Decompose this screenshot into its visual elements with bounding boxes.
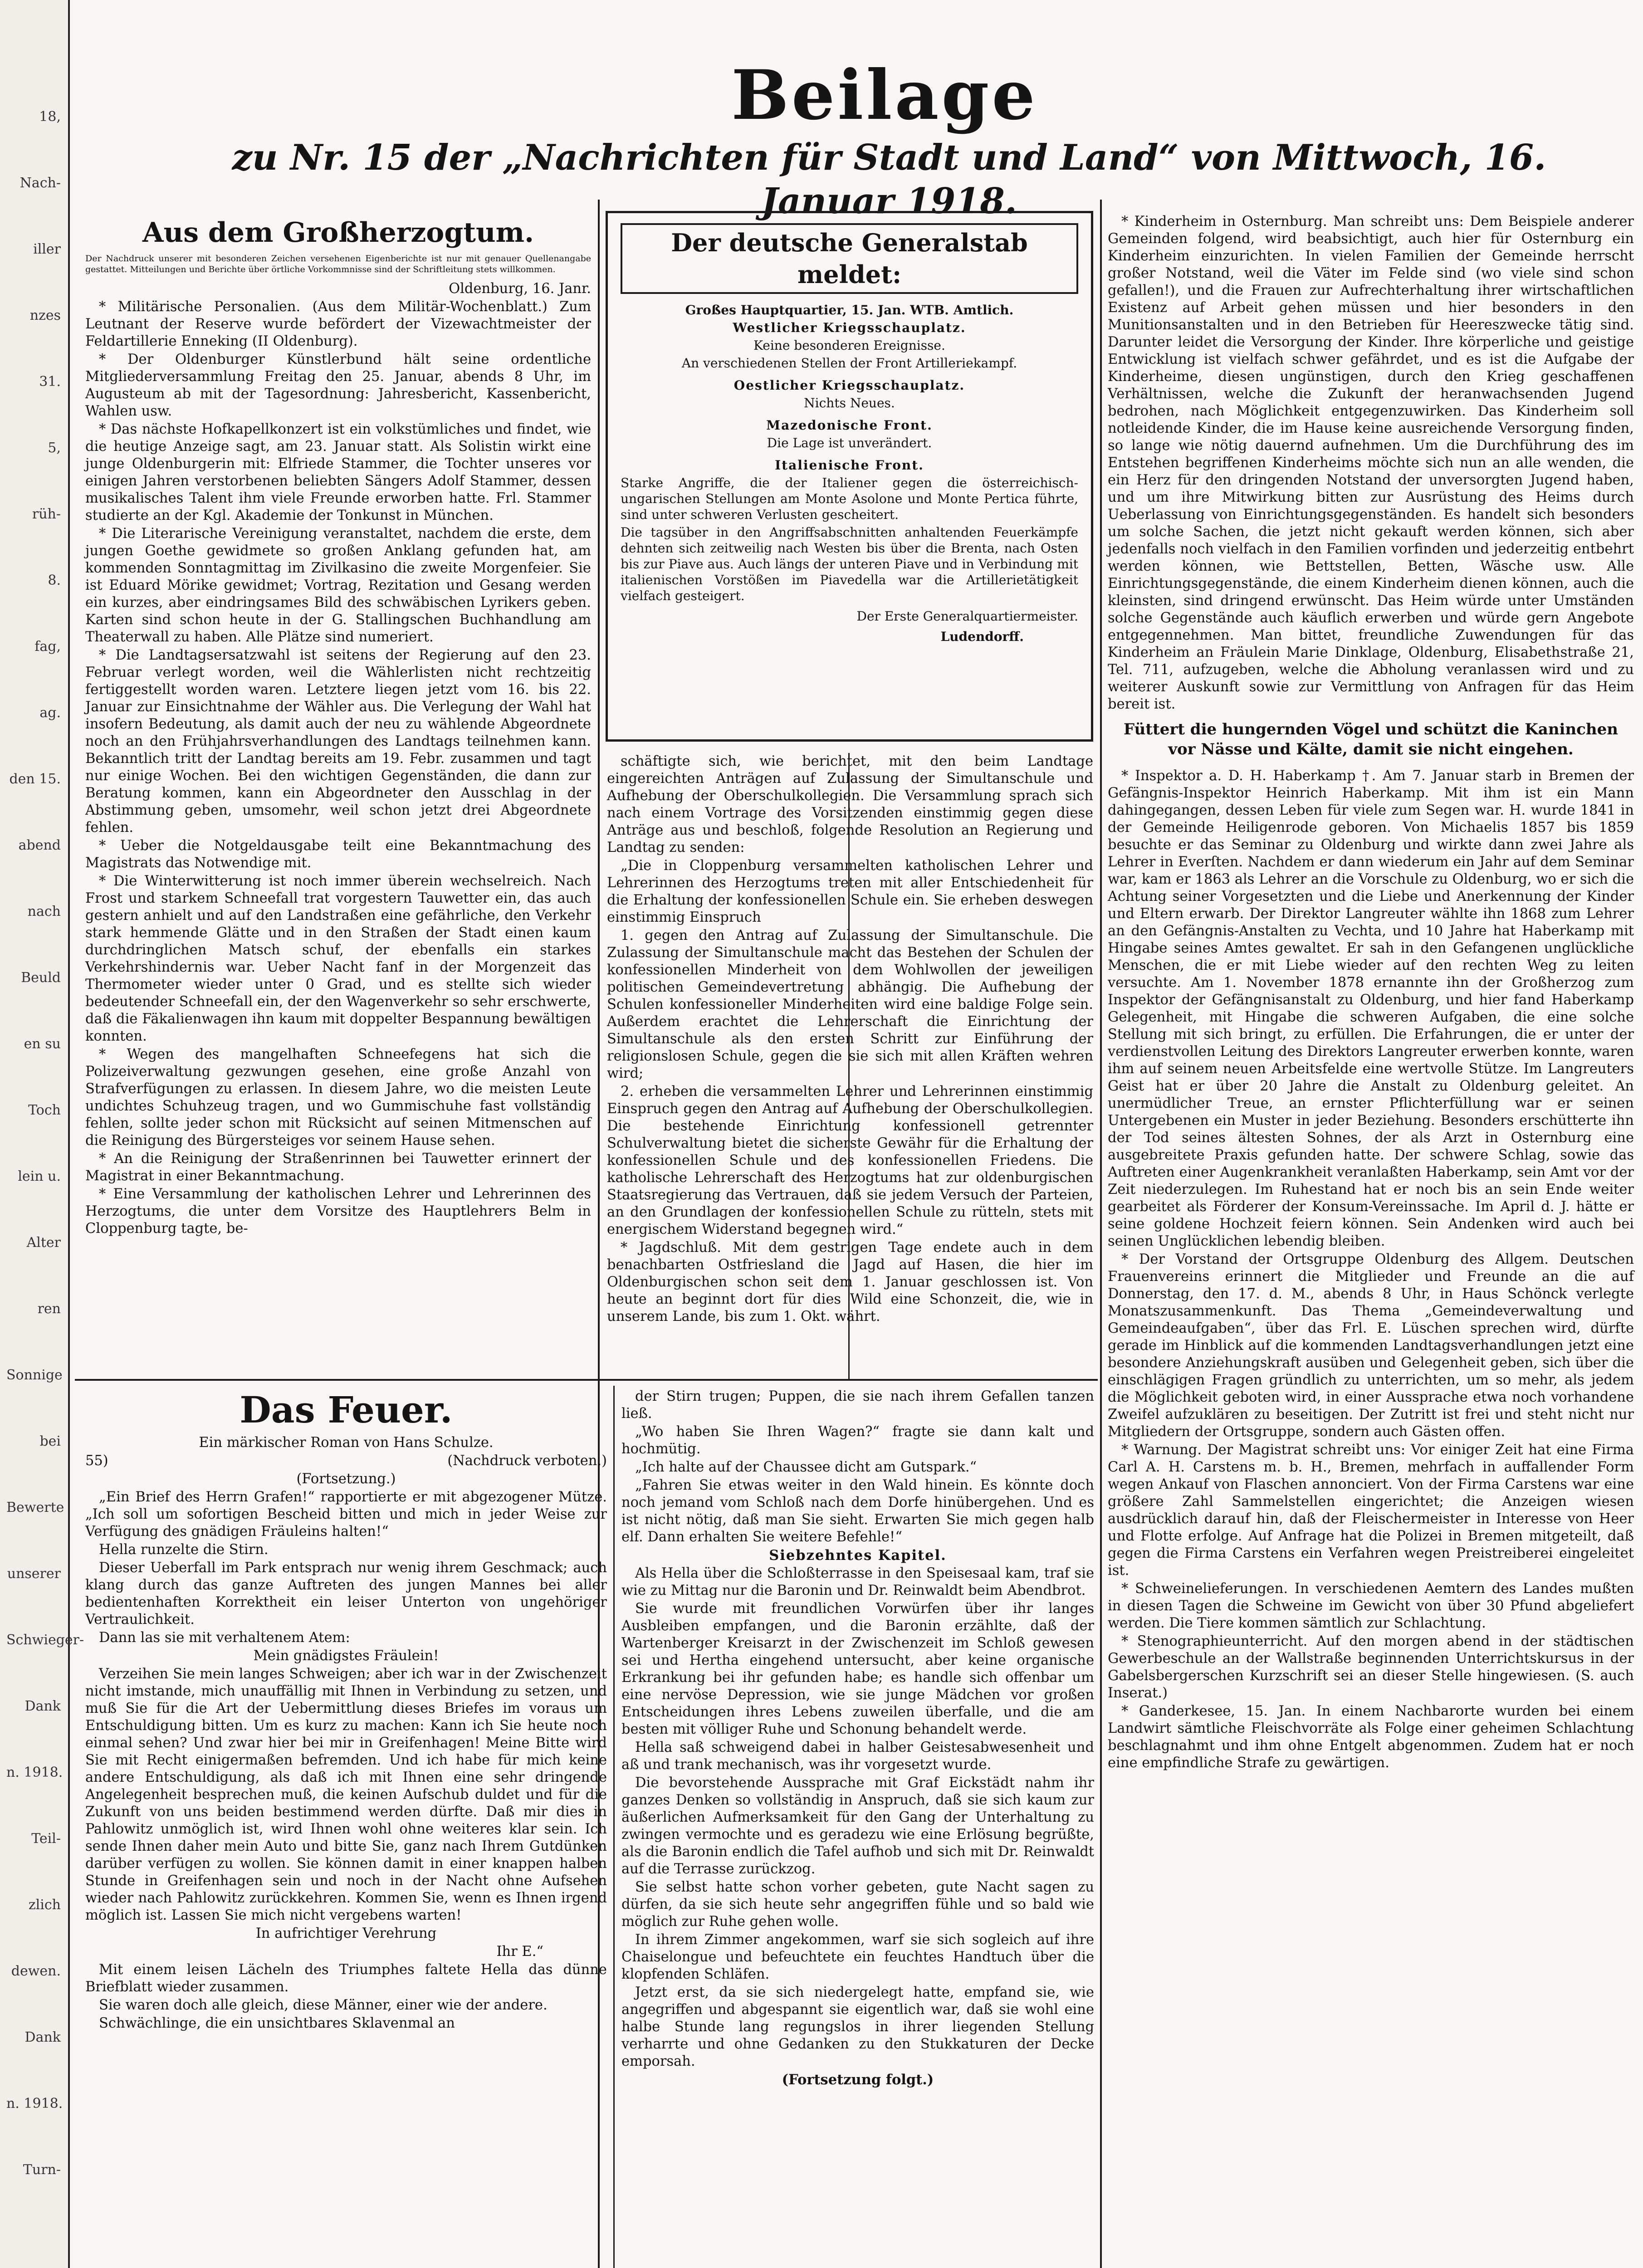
edge-fragment: Alter — [26, 1235, 61, 1251]
news-item: * Schweinelieferungen. In verschiedenen Aemtern des Landes mußten in diesen Tagen die Schweine im Gewicht von über 30 Pfund abgeliefert werden. Die Tiere kommen sämtlich zur Schlachtung. — [1108, 1581, 1634, 1631]
news-item: * Inspektor a. D. H. Haberkamp †. Am 7. Januar starb in Bremen der Gefängnis-Inspektor Heinrich Haberkamp. Mit ihm ist ein Mann dahingegangen, dessen Leben für viele zum Segen war. H. wurde 1841 in der Gemeinde Heiligenrode geboren. Von Michaelis 1857 bis 1859 besuchte er das Seminar zu Oldenburg und wirkte dann zwei Jahre als Lehrer in Everſten. Nachdem er dann wiederum ein Jahr auf dem Seminar war, kam er 1863 als Lehrer an die Vorschule zu Oldenburg, wo er sich die Achtung seiner Vorgesetzten und die Liebe und Anerkennung der Kinder und Eltern erwarb. Der Direktor Langreuter wählte ihn 1868 zum Lehrer an den Gefängnis-Anstalten zu Vechta, und 10 Jahre hat Haberkamp mit Hingabe seines Amtes gewaltet. Er sah in den Gefangenen unglückliche Menschen, die er mit Liebe wieder auf den rechten Weg zu leiten versuchte. Am 1. November 1878 ernannte ihn der Großherzog zum Inspektor der Gefängnisanstalt zu Oldenburg, und hier fand Haberkamp Gelegenheit, mit Hingabe die schweren Aufgaben, die eine solche Stellung mit sich bringt, zu erfüllen. Die Erfahrungen, die er unter der verdienstvollen Leitung des Direktors Langreuter erwerben konnte, waren ihm auf seinem neuen Arbeitsfelde eine wertvolle Stütze. Im Langreuters Geist hat er über 20 Jahre die Anstalt zu Oldenburg geleitet. An unermüdlicher Treue, an ernster Pflichterfüllung war er seinen Untergebenen ein Muster in jeder Beziehung. Besonders erschütterte ihn der Tod seines ältesten Sohnes, der als Arzt in Osternburg eine ausgebreitete Praxis gefunden hatte. Der schwere Schlag, sowie das Auftreten einer Augenkrankheit veranlaßten Haberkamp, sein Amt vor der Zeit niederzulegen. Im Ruhestand hat er noch bis an sein Ende weiter gearbeitet als Förderer der Konsum-Vereinssache. Im April d. J. hätte er seine goldene Hochzeit feiern können. Sein Andenken wird auch bei seinen Unglücklichen lebendig bleiben. — [1108, 768, 1634, 1249]
edge-fragment: Turn- — [23, 2162, 61, 2178]
grand-duchy-news-title: Aus dem Großherzogtum. — [142, 217, 534, 249]
teachers-resolution-column — [607, 753, 1093, 1374]
resolution-paragraph: 1. gegen den Antrag auf Zulassung der Simultanschule. Die Zulassung der Simultanschule macht das Bestehen der Schulen der konfessionellen Minderheit von dem Wohlwollen der jeweiligen politischen Gemeindevertretung abhängig. Die Aufhebung der Schulen konfessioneller Minderheiten wird eine baldige Folge sein. Außerdem erachtet die Lehrerschaft die Einrichtung der Simultanschule als den ersten Schritt zur Einführung der religionslosen Schule, gegen die sie sich mit allen Kräften wehren wird; — [607, 928, 1093, 1081]
dateline: Oldenburg, 16. Janr. — [449, 281, 591, 297]
edge-fragment: Teil- — [31, 1831, 61, 1847]
news-item: * An die Reinigung der Straßenrinnen bei Tauwetter erinnert der Magistrat in einer Bekanntmachung. — [85, 1151, 591, 1184]
edge-fragment: unserer — [7, 1566, 61, 1582]
resolution-paragraph: schäftigte sich, wie berichtet, mit den beim Landtage eingereichten Anträgen auf Zulassung der Simultanschule und Aufhebung der Oberschulkollegien. Die Versammlung sprach sich nach einem Vortrage des Vorsitzenden einstimmig gegen diese Anträge aus und beschloß, folgende Resolution an Regierung und Landtag zu senden: — [607, 753, 1093, 855]
novel-paragraph: „Ich halte auf der Chaussee dicht am Gutspark.“ — [635, 1459, 977, 1475]
novel-chapter-heading: Siebzehntes Kapitel. — [769, 1547, 947, 1564]
eastern-front-heading: Oestlicher Kriegsschauplatz. — [733, 378, 965, 393]
letter-body: Verzeihen Sie mein langes Schweigen; aber ich war in der Zwischenzeit nicht imstande, mich unauffällig mit Ihnen in Verbindung zu setzen, und muß Sie für die Art der Uebermittlung dieses Briefes im voraus um Entschuldigung bitten. Um es kurz zu machen: Kann ich Sie heute noch einmal sehen? Und zwar hier bei mir in Greifenhagen! Meine Bitte wird Sie mit Recht einigermaßen befremden. Und ich habe für mich keine andere Entschuldigung, als daß ich mit Ihnen eine sehr dringende Angelegenheit besprechen muß, die keinen Aufschub duldet und für die Zukunft von uns beiden bestimmend werden dürfte. Daß mir dies in Pahlowitz unmöglich ist, wird Ihnen wohl ohne weiteres klar sein. Ich sende Ihnen daher mein Auto und bitte Sie, ganz nach Ihrem Gutdünken darüber verfügen zu wollen. Sie können damit in einer knappen halben Stunde in Greifenhagen sein und noch in der Nacht ohne Aufsehen wieder nach Pahlowitz zurückkehren. Kommen Sie, wenn es Ihnen irgend möglich ist. Lassen Sie mich nicht vergebens warten! — [85, 1666, 607, 1923]
edge-fragment: fag, — [34, 639, 61, 655]
novel-paragraphs-c — [621, 1388, 1094, 1546]
grand-duchy-news-paragraphs — [85, 298, 591, 1237]
novel-subtitle: Ein märkischer Roman von Hans Schulze. — [199, 1435, 494, 1451]
novel-paragraphs-a — [85, 1489, 607, 1647]
resolution-paragraph: „Die in Cloppenburg versammelten katholischen Lehrer und Lehrerinnen des Herzogtums treten mit aller Entschiedenheit für die Erhaltung der konfessionellen Schule ein. Sie erheben deswegen einstimmig Einspruch — [607, 858, 1093, 925]
edge-fragment: 18, — [39, 109, 61, 125]
edge-fragment: Schwieger- — [6, 1632, 84, 1648]
news-item: * Ueber die Notgeldausgabe teilt eine Bekanntmachung des Magistrats das Notwendige mit. — [85, 838, 591, 871]
adjacent-page-fragments — [6, 109, 84, 2268]
edge-fragment: Dank — [24, 2029, 61, 2045]
news-item: * Der Vorstand der Ortsgruppe Oldenburg des Allgem. Deutschen Frauenvereins erinnert die Mitglieder und Freunde an die auf Donnerstag, den 17. d. M., abends 8 Uhr, in Haus Schönck verlegte Monatszusammenkunft. Das Thema „Gemeindeverwaltung und Gemeindeaufgaben“, über das Frl. E. Lüschen sprechen wird, dürfte gerade im Hinblick auf die kommenden Landtagsverhandlungen jetzt eine besondere Anziehungskraft ausüben und Gelegenheit geben, sich über die einschlägigen Fragen gründlich zu unterrichten, um so mehr, als jedem die Möglichkeit geboten wird, in einer Aussprache etwa noch vorhandene Zweifel aufzuklären zu beseitigen. Der Zutritt ist frei und steht nicht nur Mitgliedern der Ortsgruppe, sondern auch Gästen offen. — [1108, 1251, 1634, 1440]
news-item: * Militärische Personalien. (Aus dem Militär-Wochenblatt.) Zum Leutnant der Reserve wurde befördert der Vizewachtmeister der Feldartillerie Enneking (II Oldenburg). — [85, 299, 591, 349]
novel-paragraph: Dann las sie mit verhaltenem Atem: — [99, 1630, 350, 1646]
edge-fragment: zlich — [28, 1897, 61, 1913]
edge-fragment: 8. — [48, 572, 61, 588]
column-rule-3 — [1100, 200, 1102, 2268]
letter-closing: In aufrichtiger Verehrung — [255, 1926, 437, 1941]
edge-fragment: nach — [27, 904, 61, 919]
novel-paragraph: „Ein Brief des Herrn Grafen!“ rapportierte er mit abgezogener Mütze. „Ich soll um sofortigen Bescheid bitten und mich in jeder Weise zur Verfügung des gnädigen Fräuleins halten!“ — [85, 1489, 607, 1540]
news-item: * Die Landtagsersatzwahl ist seitens der Regierung auf den 23. Februar verlegt worden, weil die Wählerlisten nicht rechtzeitig fertiggestellt worden waren. Letztere liegen jetzt vom 16. bis 22. Januar zur Einsichtnahme der Wähler aus. Die Verlegung der Wahl hat insofern Bedeutung, als damit auch der neu zu wählende Abgeordnete noch an den Frühjahrsverhandlungen des Landtags teilnehmen kann. Bekanntlich tritt der Landtag bereits am 19. Febr. zusammen und tagt nur einige Wochen. Bei den wichtigen Gegenständen, die dann zur Beratung kommen, kann ein Abgeordneter den Ausschlag in der Abstimmung geben, umsomehr, weil schon jetzt drei Abgeordnete fehlen. — [85, 647, 591, 836]
news-item: * Stenographieunterricht. Auf den morgen abend in der städtischen Gewerbeschule an der Wallstraße beginnenden Unterrichtskursus in der Gabelsbergerschen Kurzschrift sei an dieser Stelle hingewiesen. (S. auch Inserat.) — [1108, 1633, 1634, 1701]
western-front-line-2: An verschiedenen Stellen der Front Artilleriekampf. — [681, 356, 1017, 371]
letter-salutation: Mein gnädigstes Fräulein! — [253, 1648, 439, 1664]
edge-fragment: nzes — [29, 308, 61, 323]
novel-paragraph: „Fahren Sie etwas weiter in den Wald hinein. Es könnte doch noch jemand vom Schloß nach dem Dorfe hinübergehen. Und es ist nicht nötig, daß man Sie sieht. Erwarten Sie mich gegen halb elf. Dann erhalten Sie weitere Befehle!“ — [621, 1477, 1094, 1545]
bulletin-title: Der deutsche Generalstab meldet: — [621, 223, 1078, 294]
macedonian-front-text: Die Lage ist unverändert. — [767, 435, 932, 450]
novel-paragraph: Sie waren doch alle gleich, diese Männer, einer wie der andere. — [99, 1997, 548, 2013]
edge-fragment: iller — [33, 241, 61, 257]
italian-front-text: Starke Angriffe, die der Italiener gegen die österreichisch-ungarischen Stellungen am Monte Asolone und Monte Pertica führte, sind unter schweren Verlusten gescheitert. — [621, 475, 1078, 522]
novel-paragraph: Die bevorstehende Aussprache mit Graf Eickstädt nahm ihr ganzes Denken so vollständig in Anspruch, daß sie sich kaum zur äußerlichen Aufmerksamkeit für den Gang der Unterhaltung zu zwingen vermochte und es geradezu wie eine Erlösung begrüßte, als die Baronin endlich die Tafel aufhob und sich mit Dr. Reinwaldt auf die Terrasse zurückzog. — [621, 1775, 1094, 1877]
novel-title: Das Feuer. — [240, 1388, 453, 1431]
news-item: * Der Oldenburger Künstlerbund hält seine ordentliche Mitgliederversammlung Freitag den 25. Januar, abends 8 Uhr, im Augusteum ab mit der Tagesordnung: Jahresbericht, Kassenbericht, Wahlen usw. — [85, 352, 591, 419]
eastern-front-text: Nichts Neues. — [804, 396, 895, 411]
reprint-notice: Der Nachdruck unserer mit besonderen Zeichen versehenen Eigenberichte ist nur mit genauer Quellenangabe gestattet. Mitteilungen und Berichte über örtliche Vorkommnisse sind der Schriftleitung stets willkommen. — [85, 254, 591, 274]
news-item: * Das nächste Hofkapellkonzert ist ein volkstümliches und findet, wie die heutige Anzeige sagt, am 23. Januar statt. Als Solistin wirkt eine junge Oldenburgerin mit: Elfriede Stammer, die Tochter unseres vor einigen Jahren verstorbenen beliebten Sängers Adolf Stammer, dessen musikalisches Talent ihm viele Freunde erworben hatte. Frl. Stammer studierte an der Kgl. Akademie der Tonkunst in München. — [85, 421, 591, 523]
news-item: * Die Winterwitterung ist noch immer überein wechselreich. Nach Frost und starkem Schneefall trat vorgestern Tauwetter ein, das auch gestern anhielt und auf den Landstraßen eine gefährliche, den Verkehr stark hemmende Glätte und in den Straßen der Stadt einen kaum durchdringlichen Matsch schuf, der ebenfalls ein starkes Verkehrshindernis war. Ueber Nacht fanf in der Morgenzeit das Thermometer wieder unter 0 Grad, und es stellte sich wieder bedeutender Schneefall ein, der den Wagenverkehr so sehr erschwerte, daß die Fäkalienwagen ihn kaum mit doppelter Bespannung bewältigen konnten. — [85, 873, 591, 1044]
novel-column-right — [621, 1388, 1094, 2268]
novel-paragraph: Hella runzelte die Stirn. — [99, 1542, 269, 1558]
edge-fragment: den 15. — [9, 771, 61, 787]
news-item: * Wegen des mangelhaften Schneefegens hat sich die Polizeiverwaltung gezwungen gesehen, eine große Anzahl von Strafverfügungen zu erlassen. In diesem Jahre, wo die meisten Leute undichtes Schuhzeug tragen, und wo Gummischuhe fast vollständig fehlen, sollte jeder schon mit Rücksicht auf seinen Mitmenschen auf die Reinigung des Bürgersteiges vor seinem Hause sehen. — [85, 1046, 591, 1149]
novel-paragraph: Mit einem leisen Lächeln des Triumphes faltete Hella das dünne Briefblatt wieder zusammen. — [85, 1962, 607, 1995]
edge-fragment: ag. — [39, 705, 61, 721]
news-item: * Die Literarische Vereinigung veranstaltet, nachdem die erste, dem jungen Goethe gewidmete so großen Anklang gefunden hat, am kommenden Sonntagmittag im Zivilkasino die zweite Morgenfeier. Sie ist Eduard Mörike gewidmet; Vortrag, Rezitation und Gesang werden ein kurzes, aber eindringsames Bild des schwäbischen Lyrikers geben. Karten sind schon heute in der G. Stallingschen Buchhandlung am Theaterwall zu haben. Alle Plätze sind numeriert. — [85, 526, 591, 645]
novel-paragraph: Hella saß schweigend dabei in halber Geistesabwesenheit und aß und trank mechanisch, was ihr vorgesetzt wurde. — [621, 1740, 1094, 1773]
novel-column-left — [85, 1388, 607, 2268]
news-item: * Eine Versammlung der katholischen Lehrer und Lehrerinnen des Herzogtums, die unter dem Vorsitze des Hauptlehrers Belm in Cloppenburg tagte, be- — [85, 1186, 591, 1237]
edge-fragment: Dank — [24, 1698, 61, 1714]
edge-fragment: Bewerte — [6, 1500, 64, 1515]
novel-continuation: (Fortsetzung.) — [296, 1471, 396, 1487]
edge-fragment: dewen. — [11, 1963, 61, 1979]
grand-duchy-news-column — [85, 213, 591, 1374]
novel-paragraph: Jetzt erst, da sie sich niedergelegt hatte, empfand sie, wie angegriffen und abgespannt sie eigentlich war, daß sie wohl eine halbe Stunde lang regungslos in ihrer liegenden Stellung verharrte und ohne Gedanken zu den Stukkaturen der Decke emporsah. — [621, 1984, 1094, 2069]
news-item: * Warnung. Der Magistrat schreibt uns: Vor einiger Zeit hat eine Firma Carl A. H. Carstens m. b. H., Bremen, mehrfach in auffallender Form wegen Ankauf von Flaschen annonciert. Von der Firma Carstens war eine größere Zahl Sammelstellen eingerichtet; die Anzeigen wiesen ausdrücklich darauf hin, daß der Fleischermeister in Interesse von Heer und Flotte erfolge. Auf Anfrage hat die Polizei in Bremen mitgeteilt, daß gegen die Firma Carstens ein Verfahren wegen Preistreiberei eingeleitet ist. — [1108, 1442, 1634, 1579]
bulletin-signature-title: Der Erste Generalquartiermeister. — [856, 609, 1078, 624]
novel-installment-number: 55) — [85, 1453, 108, 1469]
local-news-paragraphs-a — [1108, 213, 1634, 713]
novel-paragraph: Dieser Ueberfall im Park entsprach nur wenig ihrem Geschmack; auch klang durch das ganze Auftreten des jungen Mannes bei aller bedientenhaften Korrektheit ein leiser Unterton von ungehöriger Vertraulichkeit. — [85, 1560, 607, 1628]
local-news-column — [1108, 213, 1634, 2268]
bulletin-signature-name: Ludendorff. — [940, 629, 1024, 644]
edge-fragment: n. 1918. — [6, 2096, 63, 2112]
novel-paragraph: Sie selbst hatte schon vorher gebeten, gute Nacht sagen zu dürfen, da sie sich heute sehr angegriffen fühle und so bald wie möglich zur Ruhe gehen wolle. — [621, 1879, 1094, 1930]
supplement-title: Beilage — [731, 55, 1038, 135]
edge-fragment: abend — [18, 837, 61, 853]
resolution-paragraph: * Jagdschluß. Mit dem gestrigen Tage endete auch in dem benachbarten Ostfriesland die Jagd auf Hasen, die hier im Oldenburgischen schon seit dem 1. Januar geschlossen ist. Von heute an beginnt dort für dies Wild eine Schonzeit, die, wie in unserem Lande, bis zum 1. Okt. währt. — [607, 1240, 1093, 1325]
novel-paragraph: In ihrem Zimmer angekommen, warf sie sich sogleich auf ihre Chaiselongue und befeuchtete ein feuchtes Handtuch über die klopfenden Schläfen. — [621, 1932, 1094, 1982]
edge-fragment: Nach- — [20, 175, 61, 191]
novel-reprint-notice: (Nachdruck verboten.) — [447, 1453, 607, 1469]
novel-paragraph: Sie wurde mit freundlichen Vorwürfen über ihr langes Ausbleiben empfangen, und die Baronin erzählte, daß der Wartenberger Kreisarzt in der Zwischenzeit im Schloß gewesen sei und Hertha eingehend untersucht, aber keine organische Erkrankung bei ihr gefunden habe; es handle sich offenbar um eine nervöse Depression, wie sie junge Mädchen vor großen Entscheidungen ihres Lebens zuweilen überfalle, und die am besten mit völliger Ruhe und Schonung behandelt werde. — [621, 1601, 1094, 1737]
edge-fragment: bei — [39, 1433, 61, 1449]
italian-front-text-2: Die tagsüber in den Angriffsabschnitten anhaltenden Feuerkämpfe dehnten sich zeitweilig nach Westen bis über die Brenta, nach Osten bis zur Piave aus. Auch längs der unteren Piave und in Verbindung mit italienischen Vorstößen im Piavedella war die Artillerietätigkeit vielfach gesteigert. — [621, 525, 1078, 603]
local-news-paragraphs-b — [1108, 767, 1634, 1772]
edge-fragment: Toch — [28, 1102, 61, 1118]
novel-paragraph: Schwächlinge, die ein unsichtbares Sklavenmal an — [99, 2015, 455, 2031]
news-item: * Kinderheim in Osternburg. Man schreibt uns: Dem Beispiele anderer Gemeinden folgend, wird beabsichtigt, auch hier für Osternburg ein Kinderheim einzurichten. In vielen Familien der Gemeinde herrscht großer Notstand, weil die Väter im Felde sind (wo viele sind schon gefallen!), und die Frauen zur Aufrechterhaltung ihrer wirtschaftlichen Existenz auf Arbeit gehen müssen und hier besonders in den Munitionsanstalten und in den Betrieben für Heereszwecke tätig sind. Darunter leidet die Versorgung der Kinder. Ihre körperliche und geistige Entwicklung ist vielfach schwer gefährdet, und es ist die Aufgabe der Kinderheime, diesen ungünstigen, durch den Krieg geschaffenen Verhältnissen, welche die Zukunft der heranwachsenden Jugend bedrohen, nach Möglichkeit entgegenzuwirken. Das Kinderheim soll notleidende Kinder, die im Hause keine ausreichende Versorgung finden, so lange wie nötig dauernd aufnehmen. Um die Durchführung des im Entstehen begriffenen Kinderheims möchte sich nun an alle wenden, die ein Herz für den dringenden Notstand der unversorgten Jugend haben, und um ihre Mitwirkung bitten zur Ausrüstung des Heims durch Ueberlassung von Einrichtungsgegenständen. Es handelt sich besonders um solche Sachen, die jetzt nicht gekauft werden können, sich aber jedenfalls noch vielfach in den Familien vorfinden und jederzeitig entbehrt werden können, wie Bettstellen, Betten, Wäsche usw. Alle Einrichtungsgegenstände, die einem Kinderheim dienen können, auch die kleinsten, sind dringend erwünscht. Das Heim würde unter Umständen solche Gegenstände auch käuflich erwerben und würde gern Angebote entgegennehmen. Man bittet, freundliche Zuwendungen für das Kinderheim an Fräulein Marie Dinklage, Oldenburg, Elisabethstraße 21, Tel. 711, aufzugeben, welche die Abholung veranlassen wird und zu weiterer Auskunft sowie zur Vermittlung von Anfragen für das Heim bereit ist. — [1108, 214, 1634, 712]
column-rule-novel — [613, 1386, 615, 2268]
teachers-resolution-paragraphs — [607, 753, 1093, 1325]
animal-welfare-appeal: Füttert die hungernden Vögel und schützt die Kaninchen vor Nässe und Kälte, damit sie nicht eingehen. — [1124, 720, 1618, 758]
news-item: * Ganderkesee, 15. Jan. In einem Nachbarorte wurden bei einem Landwirt sämtliche Fleischvorräte als Folge einer geheimen Schlachtung beschlagnahmt und ihm ohne Entgelt abgenommen. Zudem hat er noch eine empfindliche Strafe zu gewärtigen. — [1108, 1703, 1634, 1771]
edge-fragment: ren — [37, 1301, 61, 1317]
edge-fragment: Beuld — [21, 970, 61, 986]
adjacent-page-edge — [0, 0, 84, 2268]
novel-number-line — [85, 1452, 607, 1470]
horizontal-rule-novel — [75, 1379, 1098, 1381]
novel-paragraph: „Wo haben Sie Ihren Wagen?“ fragte sie dann kalt und hochmütig. — [621, 1424, 1094, 1457]
novel-paragraphs-d — [621, 1565, 1094, 2070]
edge-fragment: 31. — [39, 374, 61, 390]
bulletin-intro: Großes Hauptquartier, 15. Jan. WTB. Amtlich. — [685, 303, 1014, 318]
edge-fragment: rüh- — [32, 506, 61, 522]
novel-paragraph: Als Hella über die Schloßterrasse in den Speisesaal kam, traf sie wie zu Mittag nur die Baronin und Dr. Reinwaldt beim Abendbrot. — [621, 1565, 1094, 1598]
edge-fragment: en su — [24, 1036, 61, 1052]
supplement-subtitle: zu Nr. 15 der „Nachrichten für Stadt und Land“ von Mittwoch, 16. Januar 1918. — [232, 137, 1546, 222]
letter-signature: Ihr E.“ — [496, 1944, 543, 1960]
edge-fragment: lein u. — [18, 1168, 61, 1184]
edge-fragment: Sonnige — [6, 1367, 63, 1383]
western-front-line-1: Keine besonderen Ereignisse. — [753, 338, 945, 353]
novel-paragraph: der Stirn trugen; Puppen, die sie nach ihrem Gefallen tanzen ließ. — [621, 1388, 1094, 1422]
western-front-heading: Westlicher Kriegsschauplatz. — [733, 320, 966, 335]
novel-paragraphs-b — [85, 1961, 607, 2032]
italian-front-heading: Italienische Front. — [775, 458, 924, 473]
edge-fragment: 5, — [48, 440, 61, 456]
edge-fragment: n. 1918. — [6, 1765, 63, 1780]
macedonian-front-heading: Mazedonische Front. — [766, 418, 933, 433]
resolution-paragraph: 2. erheben die versammelten Lehrer und Lehrerinnen einstimmig Einspruch gegen den Antrag auf Aufhebung der Oberschulkollegien. Die bestehende Einrichtung konfessionell getrennter Schulverwaltung bietet die sicherste Gewähr für die Erhaltung der konfessionellen Schule und des konfessionellen Friedens. Die katholische Lehrerschaft des Herzogtums hat zur oldenburgischen Staatsregierung das Vertrauen, daß sie jedem Versuch der Parteien, an den Grundlagen der konfessionellen Schule zu rütteln, stets mit energischem Widerstand begegnen wird.“ — [607, 1084, 1093, 1237]
novel-to-be-continued: (Fortsetzung folgt.) — [782, 2072, 934, 2088]
general-staff-bulletin — [606, 211, 1093, 742]
